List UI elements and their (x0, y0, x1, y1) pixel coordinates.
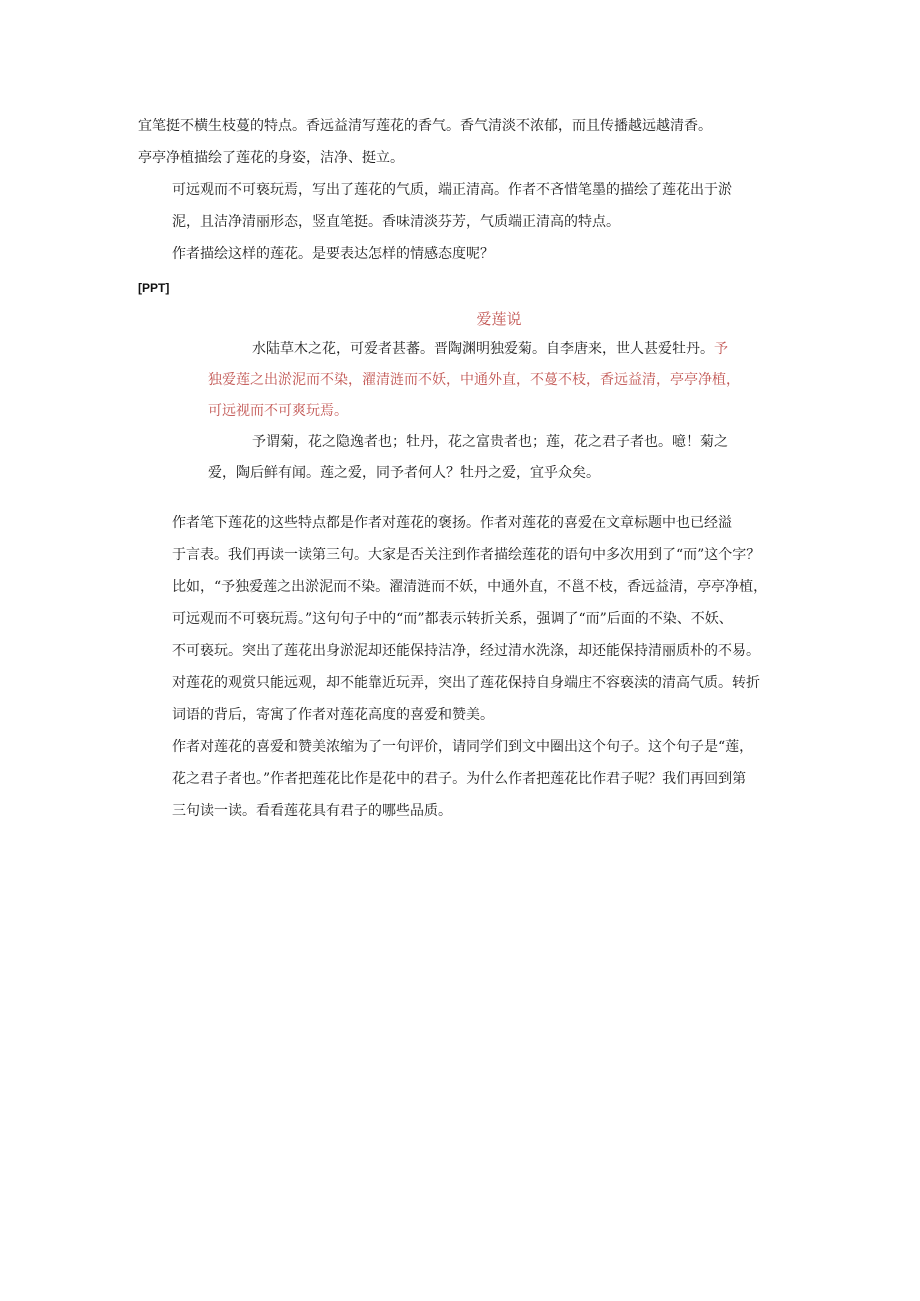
ppt-p2-line1: 予谓菊，花之隐逸者也；牡丹，花之富贵者也；莲，花之君子者也。噫！菊之 (252, 434, 728, 450)
paragraph-line: 可远观而不可亵玩焉，写出了莲花的气质，端正清高。作者不吝惜笔墨的描绘了莲花出于淤 (172, 182, 732, 198)
ppt-paragraph-2 (208, 427, 790, 489)
paragraph-line: 作者笔下莲花的这些特点都是作者对莲花的褒扬。作者对莲花的喜爱在文章标题中也已经溢 (172, 515, 732, 531)
ppt-p1-line1: 水陆草木之花，可爱者甚蕃。晋陶渊明独爱菊。自李唐来，世人甚爱牡丹。 (252, 341, 714, 357)
paragraph-line: 宜笔挺不横生枝蔓的特点。香远益清写莲花的香气。香气清淡不浓郁，而且传播越远越清香。 (138, 118, 712, 134)
paragraph (138, 507, 788, 731)
paragraph-line: 对莲花的观赏只能远观，却不能靠近玩弄，突出了莲花保持自身端庄不容亵渎的清高气质。转折 (172, 675, 760, 691)
ppt-p1-line1-red: 予 (714, 341, 728, 357)
paragraph-line: 作者描绘这样的莲花。是要表达怎样的情感态度呢？ (172, 246, 494, 262)
ppt-tag: [PPT] (138, 281, 170, 295)
paragraph-line: 作者对莲花的喜爱和赞美浓缩为了一句评价，请同学们到文中圈出这个句子。这个句子是“莲， (172, 739, 754, 755)
ppt-p1-line2: 独爱莲之出淤泥而不染，濯清涟而不妖，中通外直，不蔓不枝，香远益清，亭亭净植， (208, 372, 740, 388)
paragraph-line: 于言表。我们再读一读第三句。大家是否关注到作者描绘莲花的语句中多次用到了“而”这个字？ (172, 547, 761, 563)
paragraph (138, 238, 788, 270)
paragraph-line: 比如，“予独爱莲之出淤泥而不染。濯清涟而不妖，中通外直，不邕不枝，香远益清，亭亭净植， (172, 579, 768, 595)
paragraph-line: 花之君子者也。”作者把莲花比作是花中的君子。为什么作者把莲花比作君子呢？我们再回到第 (172, 771, 747, 787)
ppt-slide (208, 304, 790, 507)
ppt-title: 爱莲说 (476, 310, 522, 328)
document-page (138, 110, 788, 827)
body-text-bottom (138, 507, 788, 827)
ppt-p2-line2: 爱，陶后鲜有闻。莲之爱，同予者何人？牡丹之爱，宜乎众矣。 (208, 465, 600, 481)
paragraph-line: 可远观而不可亵玩焉。”这句句子中的“而”都表示转折关系，强调了“而”后面的不染、不妖、 (172, 611, 733, 627)
paragraph-line: 泥，且洁净清丽形态，竖直笔挺。香味清淡芬芳，气质端正清高的特点。 (172, 214, 620, 230)
paragraph-line: 不可亵玩。突出了莲花出身淤泥却还能保持洁净，经过清水洗涤，却还能保持清丽质朴的不易。 (172, 643, 760, 659)
body-text-top (138, 110, 788, 270)
paragraph-line: 词语的背后，寄寓了作者对莲花高度的喜爱和赞美。 (172, 707, 494, 723)
paragraph (138, 110, 788, 174)
ppt-p1-line3: 可远视而不可爽玩焉。 (208, 403, 348, 419)
paragraph (138, 731, 788, 827)
paragraph-line: 三句读一读。看看莲花具有君子的哪些品质。 (172, 803, 452, 819)
paragraph-line: 亭亭净植描绘了莲花的身姿，洁净、挺立。 (138, 150, 404, 166)
paragraph (138, 174, 788, 238)
ppt-paragraph-1 (208, 334, 790, 427)
